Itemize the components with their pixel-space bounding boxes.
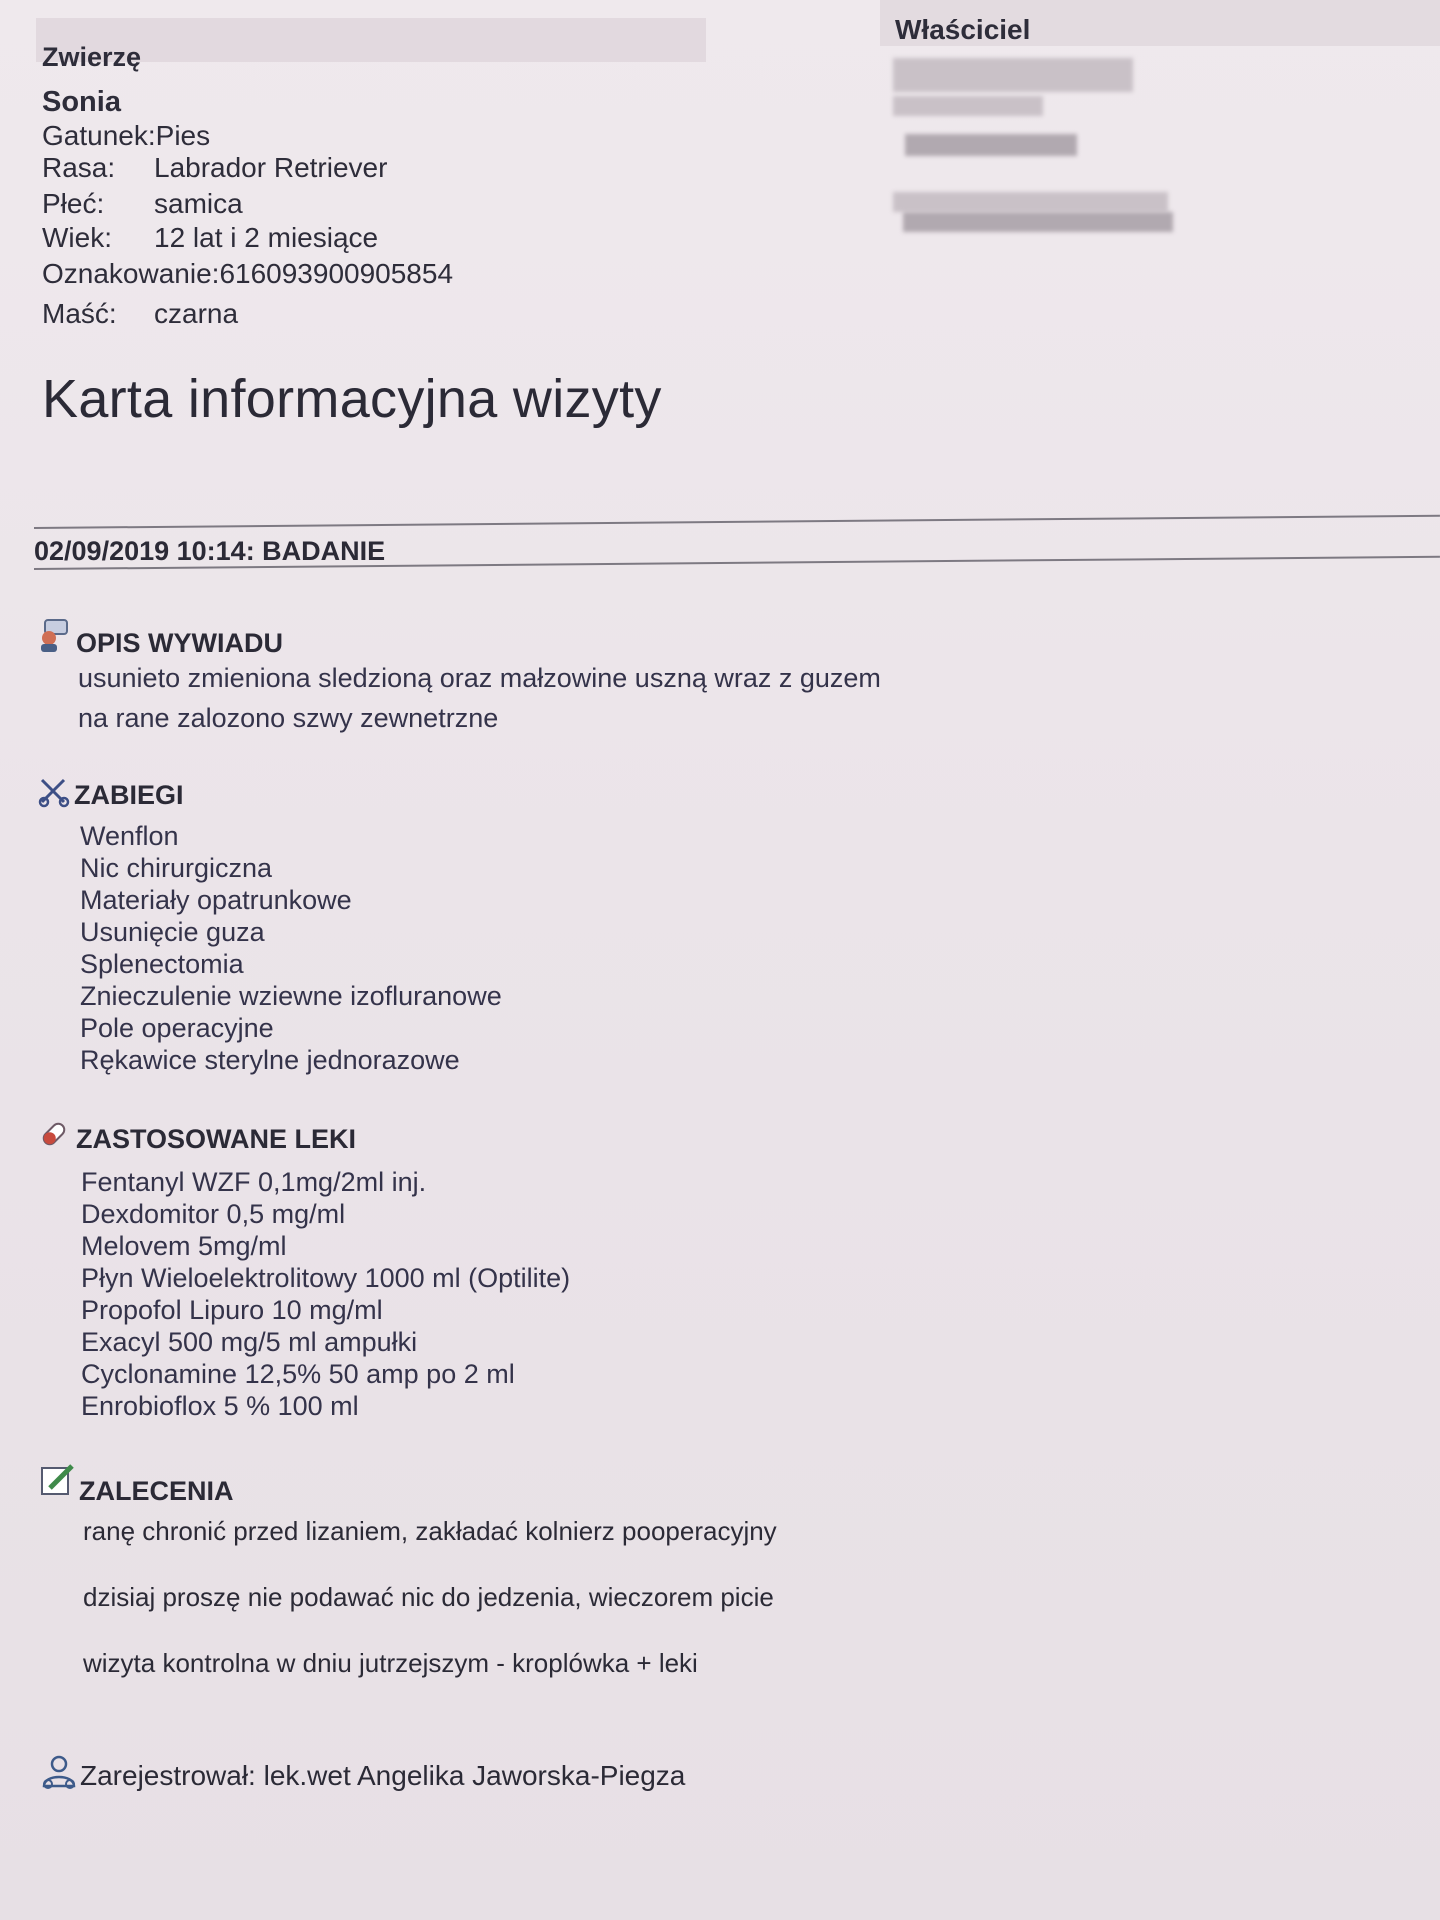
breed-label: Rasa: (42, 152, 116, 183)
registered-by: Zarejestrował: lek.wet Angelika Jaworska-Piegza (80, 1760, 686, 1791)
pill-icon (38, 1118, 70, 1155)
procedures-title: ZABIEGI (74, 780, 184, 810)
procedure-item: Rękawice sterylne jednorazowe (80, 1045, 460, 1075)
procedure-item: Materiały opatrunkowe (80, 885, 352, 915)
history-line: na rane zalozono szwy zewnetrzne (78, 703, 499, 733)
procedures-list (80, 820, 502, 1076)
procedure-item: Pole operacyjne (80, 1013, 274, 1043)
species-label: Gatunek: (42, 120, 156, 151)
recommendation-line: dzisiaj proszę nie podawać nic do jedzenia, wieczorem picie (83, 1582, 774, 1612)
owner-redacted-line-3b (903, 212, 1173, 232)
history-line: usunieto zmieniona sledzioną oraz małzowine uszną wraz z guzem (78, 663, 881, 693)
species-value: Pies (155, 120, 211, 151)
drugs-list (81, 1166, 570, 1422)
drug-item: Fentanyl WZF 0,1mg/2ml inj. (81, 1167, 427, 1197)
procedure-item: Wenflon (80, 821, 179, 851)
color-label: Maść: (42, 298, 117, 329)
breed-row (42, 152, 388, 184)
visit-header: 02/09/2019 10:14: BADANIE (34, 536, 386, 566)
animal-name: Sonia (42, 86, 121, 118)
chip-label: Oznakowanie: (42, 258, 220, 289)
recommendation-line: wizyta kontrolna w dniu jutrzejszym - kroplówka + leki (83, 1648, 698, 1678)
recommendation-line: ranę chronić przed lizaniem, zakładać kolnierz pooperacyjny (83, 1516, 777, 1546)
species-row (42, 120, 210, 152)
age-row (42, 222, 379, 254)
history-title: OPIS WYWIADU (76, 628, 283, 658)
drug-item: Melovem 5mg/ml (81, 1231, 287, 1261)
sex-row (42, 188, 243, 220)
sex-label: Płeć: (42, 188, 105, 219)
animal-heading: Zwierzę (42, 42, 142, 72)
color-value: czarna (154, 298, 239, 329)
procedure-item: Znieczulenie wziewne izofluranowe (80, 981, 502, 1011)
owner-redacted-line-3 (893, 192, 1168, 212)
sex-value: samica (154, 188, 243, 219)
drug-item: Dexdomitor 0,5 mg/ml (81, 1199, 346, 1229)
drug-item: Exacyl 500 mg/5 ml ampułki (81, 1327, 418, 1357)
age-value: 12 lat i 2 miesiące (154, 222, 379, 253)
chip-row (42, 258, 453, 290)
breed-value: Labrador Retriever (154, 152, 388, 183)
owner-redacted-line-1 (893, 58, 1133, 92)
owner-redacted-line-1b (893, 96, 1043, 116)
drug-item: Płyn Wieloelektrolitowy 1000 ml (Optilite) (81, 1263, 571, 1293)
drug-item: Cyclonamine 12,5% 50 amp po 2 ml (81, 1359, 515, 1389)
history-list (78, 658, 881, 738)
document-title: Karta informacyjna wizyty (42, 369, 662, 429)
procedure-item: Nic chirurgiczna (80, 853, 273, 883)
age-label: Wiek: (42, 222, 112, 253)
owner-heading: Właściciel (895, 14, 1031, 45)
procedure-item: Usunięcie guza (80, 917, 265, 947)
drug-item: Propofol Lipuro 10 mg/ml (81, 1295, 383, 1325)
pencil-note-icon (40, 1462, 76, 1503)
drug-item: Enrobioflox 5 % 100 ml (81, 1391, 359, 1421)
user-icon (40, 1754, 78, 1795)
color-row (42, 298, 239, 330)
interview-icon (36, 618, 72, 659)
top-rule (34, 515, 1440, 529)
scissors-icon (38, 776, 70, 813)
owner-redacted-line-2 (905, 134, 1077, 156)
procedure-item: Splenectomia (80, 949, 244, 979)
chip-value: 616093900905854 (219, 258, 454, 289)
recommendations-title: ZALECENIA (79, 1476, 234, 1506)
drugs-title: ZASTOSOWANE LEKI (76, 1124, 357, 1154)
